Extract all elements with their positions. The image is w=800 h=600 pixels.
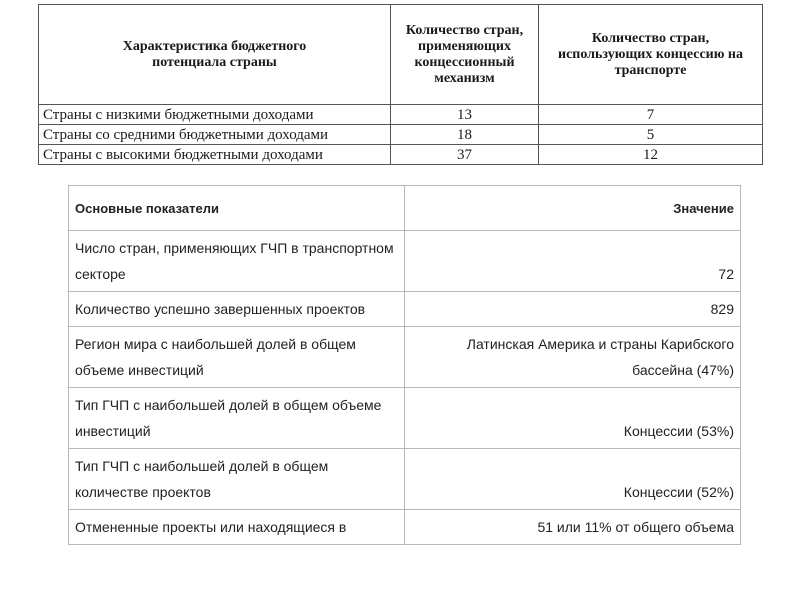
indicator-value: Латинская Америка и страны Карибского бассейна (47%)	[405, 327, 741, 388]
budget-header-concession-countries: Количество стран, применяющих концессионный механизм	[391, 5, 539, 105]
key-indicators-table	[68, 185, 741, 545]
budget-table-header-row	[39, 5, 763, 105]
indicator-row	[69, 449, 741, 510]
indicator-value: Концессии (53%)	[405, 388, 741, 449]
indicator-row	[69, 231, 741, 292]
indicator-value: 829	[405, 292, 741, 327]
budget-header-characteristic: Характеристика бюджетного потенциала страны	[39, 5, 391, 105]
budget-header-transport-concession: Количество стран, использующих концессию на транспорте	[539, 5, 763, 105]
budget-row-category: Страны со средними бюджетными доходами	[39, 125, 391, 145]
indicator-label: Тип ГЧП с наибольшей долей в общем количестве проектов	[69, 449, 405, 510]
budget-row-transport-count: 12	[539, 145, 763, 165]
budget-row-transport-count: 5	[539, 125, 763, 145]
budget-row-transport-count: 7	[539, 105, 763, 125]
budget-row-category: Страны с высокими бюджетными доходами	[39, 145, 391, 165]
indicators-header-value: Значение	[405, 186, 741, 231]
indicators-header-indicator: Основные показатели	[69, 186, 405, 231]
budget-potential-table	[38, 4, 763, 165]
indicator-label: Регион мира с наибольшей долей в общем объеме инвестиций	[69, 327, 405, 388]
budget-row-category: Страны с низкими бюджетными доходами	[39, 105, 391, 125]
budget-table-row	[39, 145, 763, 165]
indicator-label: Число стран, применяющих ГЧП в транспортном секторе	[69, 231, 405, 292]
budget-row-concession-count: 13	[391, 105, 539, 125]
indicator-label: Отмененные проекты или находящиеся в	[69, 510, 405, 545]
indicator-row	[69, 292, 741, 327]
indicator-label: Количество успешно завершенных проектов	[69, 292, 405, 327]
indicators-header-row	[69, 186, 741, 231]
budget-row-concession-count: 18	[391, 125, 539, 145]
indicator-label: Тип ГЧП с наибольшей долей в общем объеме инвестиций	[69, 388, 405, 449]
indicator-value: 51 или 11% от общего объема	[405, 510, 741, 545]
indicator-value: 72	[405, 231, 741, 292]
budget-table-row	[39, 105, 763, 125]
indicator-row	[69, 510, 741, 545]
indicator-value: Концессии (52%)	[405, 449, 741, 510]
indicator-row	[69, 327, 741, 388]
budget-table-row	[39, 125, 763, 145]
budget-row-concession-count: 37	[391, 145, 539, 165]
indicator-row	[69, 388, 741, 449]
